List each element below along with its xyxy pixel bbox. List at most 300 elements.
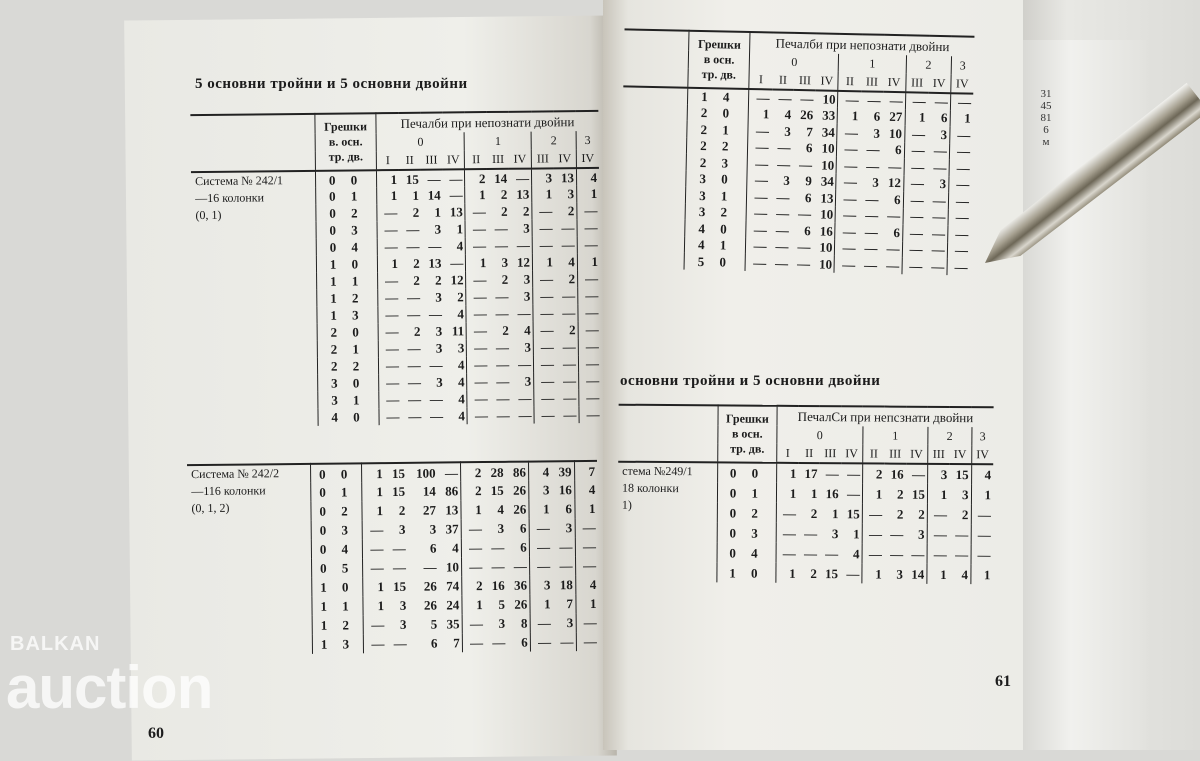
value-cell: —: [562, 356, 576, 372]
value-cell: —: [796, 255, 811, 272]
value-cell: —: [462, 633, 485, 652]
value-cell: 100: [416, 465, 436, 481]
value-cell: 6: [519, 520, 527, 536]
value-cell: 3: [872, 174, 880, 190]
system-label-line: Система № 242/1: [195, 173, 284, 189]
value-cell: 17: [804, 465, 818, 482]
value-cell: 1: [434, 204, 442, 220]
value-cell: —: [377, 221, 400, 238]
value-cell: 1: [529, 499, 552, 518]
value-cell: —: [559, 539, 573, 555]
value-cell: 10: [445, 559, 460, 575]
errors-cell: 2 3: [686, 154, 748, 172]
value-cell: —: [903, 175, 926, 192]
subcol-header: II: [778, 72, 788, 87]
value-cell: 15: [405, 171, 419, 187]
errors-cell: 1 2: [312, 615, 363, 635]
page-number-right: 61: [995, 673, 1011, 690]
errors-cell: 1 0: [312, 577, 363, 597]
value-cell: —: [534, 389, 557, 406]
value-cell: —: [465, 220, 488, 237]
value-cell: —: [902, 257, 925, 274]
errors-cell: 3 0: [686, 170, 748, 188]
subcol-header: I: [777, 444, 799, 463]
subcol-header: II: [838, 72, 861, 91]
value-cell: —: [797, 206, 812, 222]
value-cell: —: [955, 526, 969, 542]
value-cell: —: [746, 221, 769, 238]
subcol-header: I: [376, 151, 399, 170]
value-cell: —: [533, 287, 556, 304]
value-cell: —: [496, 356, 510, 372]
value-cell: 4: [576, 168, 599, 185]
value-cell: —: [562, 305, 576, 321]
value-cell: —: [947, 258, 970, 275]
value-cell: 2: [961, 506, 969, 522]
errors-cell: 3 1: [685, 187, 747, 205]
value-cell: —: [904, 125, 927, 142]
value-cell: —: [931, 225, 946, 241]
value-cell: —: [407, 357, 421, 373]
value-cell: —: [867, 92, 881, 108]
value-cell: —: [492, 634, 506, 650]
value-cell: —: [378, 357, 401, 374]
value-cell: 1: [862, 563, 884, 583]
value-cell: 4: [458, 374, 465, 390]
value-cell: —: [836, 173, 859, 190]
value-cell: —: [748, 138, 771, 155]
value-cell: —: [378, 306, 401, 323]
value-cell: —: [379, 374, 402, 391]
subcol-header: IV: [950, 74, 973, 93]
value-cell: 3: [399, 616, 407, 632]
value-cell: —: [577, 202, 600, 219]
subcol-header: IV: [953, 447, 967, 462]
value-cell: —: [798, 156, 813, 173]
value-cell: —: [533, 355, 556, 372]
value-cell: —: [579, 389, 602, 406]
value-cell: —: [837, 140, 860, 157]
value-cell: 5: [430, 616, 438, 632]
value-cell: —: [467, 322, 490, 339]
value-cell: —: [747, 171, 770, 188]
value-cell: —: [889, 93, 903, 109]
value-cell: 3: [529, 575, 552, 594]
value-cell: —: [406, 238, 420, 254]
value-cell: 2: [500, 186, 508, 202]
value-cell: —: [777, 156, 791, 172]
value-cell: —: [578, 355, 601, 372]
value-cell: 3: [498, 615, 506, 631]
value-cell: 11: [451, 323, 465, 339]
value-cell: —: [888, 158, 902, 174]
subcol-header: IV: [513, 151, 527, 166]
value-cell: —: [408, 391, 422, 407]
errors-cell: 1 3: [317, 306, 378, 324]
value-cell: —: [467, 390, 490, 407]
value-cell: 5: [498, 596, 505, 612]
value-cell: 3: [566, 615, 574, 631]
value-cell: 1: [465, 186, 488, 203]
subcol-header: IV: [971, 445, 993, 464]
value-cell: —: [429, 357, 443, 373]
errors-cell: 1 4: [687, 88, 749, 106]
value-cell: —: [467, 339, 490, 356]
value-cell: 2: [457, 289, 464, 305]
errors-cell: 4 0: [318, 408, 379, 426]
subcol-header: IV: [932, 75, 946, 91]
value-cell: 1: [927, 564, 949, 584]
value-cell: 1: [905, 109, 928, 126]
value-cell: 12: [887, 175, 902, 191]
value-cell: 3: [435, 340, 443, 356]
value-cell: 15: [393, 578, 407, 595]
value-cell: —: [927, 504, 949, 524]
value-cell: —: [450, 255, 464, 271]
value-cell: 15: [911, 486, 925, 502]
value-cell: 2: [461, 481, 484, 500]
value-cell: —: [932, 209, 946, 225]
errors-cell: 2 2: [686, 137, 748, 155]
value-cell: —: [902, 224, 925, 241]
errors-cell: 2 2: [317, 357, 378, 375]
value-cell: —: [903, 208, 926, 225]
value-cell: —: [948, 192, 971, 209]
value-cell: —: [578, 304, 601, 321]
value-cell: —: [518, 390, 532, 406]
value-cell: —: [931, 258, 945, 274]
group-header: 1: [863, 426, 928, 444]
value-cell: —: [562, 288, 576, 304]
value-cell: 16: [819, 223, 833, 239]
value-cell: —: [776, 543, 798, 563]
errors-cell: 0 4: [717, 542, 776, 562]
value-cell: —: [803, 545, 818, 561]
value-cell: 6: [893, 224, 901, 240]
value-cell: —: [530, 632, 553, 651]
value-cell: —: [407, 306, 421, 322]
value-cell: 2: [500, 203, 508, 219]
value-cell: 34: [820, 173, 835, 190]
value-cell: —: [971, 504, 993, 524]
value-cell: —: [378, 340, 401, 357]
errors-cell: 4 1: [684, 236, 746, 254]
value-cell: —: [578, 287, 601, 304]
errors-header-line: тр. дв.: [701, 66, 737, 82]
subcol-header: III: [865, 74, 879, 89]
value-cell: 13: [428, 255, 442, 271]
value-cell: —: [948, 209, 971, 226]
value-cell: —: [461, 557, 484, 576]
value-cell: 1: [927, 484, 949, 504]
value-cell: 14: [422, 483, 436, 499]
group-header: 2: [531, 131, 576, 149]
value-cell: 3: [565, 520, 573, 536]
system-label-line: 1): [621, 497, 632, 512]
value-cell: 2: [896, 506, 904, 522]
value-cell: —: [559, 558, 573, 574]
value-cell: 14: [427, 187, 441, 203]
wins-header: Печалби при непознати двойни: [376, 111, 599, 133]
value-cell: 10: [822, 91, 836, 108]
value-cell: 15: [825, 565, 839, 581]
label-header: [190, 114, 315, 172]
value-cell: —: [529, 518, 552, 537]
subcol-header: II: [863, 444, 885, 463]
value-cell: 4: [575, 575, 598, 594]
group-header: 1: [465, 132, 532, 151]
errors-header-line: Грешки: [725, 411, 769, 426]
value-cell: 1: [970, 564, 992, 584]
errors-cell: 0 2: [717, 502, 776, 522]
value-cell: —: [745, 254, 768, 271]
value-cell: 8: [520, 615, 528, 631]
subcol-header: IV: [446, 152, 460, 167]
system-label-line: (0, 1): [195, 207, 222, 223]
value-cell: —: [467, 407, 490, 424]
value-cell: —: [804, 525, 818, 541]
errors-cell: 1 1: [317, 272, 378, 290]
value-cell: 2: [568, 271, 576, 287]
value-cell: —: [563, 373, 577, 389]
value-cell: 3: [524, 373, 532, 389]
value-cell: 6: [940, 110, 948, 126]
subcol-header: IV: [558, 151, 572, 166]
value-cell: 26: [514, 596, 528, 612]
value-cell: —: [378, 289, 401, 306]
value-cell: —: [428, 306, 443, 322]
errors-cell: 1 0: [717, 562, 776, 582]
errors-header-line: в. осн.: [328, 134, 363, 149]
value-cell: 3: [523, 220, 530, 236]
errors-cell: 1 0: [316, 255, 377, 273]
value-cell: 15: [391, 465, 405, 481]
value-cell: —: [797, 239, 811, 255]
value-cell: —: [462, 614, 485, 633]
value-cell: —: [449, 187, 463, 203]
value-cell: 1: [362, 501, 385, 520]
value-cell: —: [578, 321, 601, 338]
value-cell: —: [777, 139, 791, 156]
errors-header: [718, 405, 777, 462]
value-cell: —: [533, 304, 556, 321]
errors-cell: 3 1: [318, 391, 379, 409]
value-cell: —: [561, 237, 575, 253]
value-cell: —: [393, 635, 407, 651]
value-cell: 2: [896, 486, 904, 502]
value-cell: 26: [513, 482, 527, 498]
value-cell: 74: [446, 578, 460, 594]
value-cell: 1: [853, 525, 860, 541]
system-label: [187, 464, 312, 655]
value-cell: 1: [461, 500, 484, 519]
value-cell: —: [866, 158, 880, 174]
value-cell: 35: [446, 616, 460, 632]
value-cell: 1: [831, 505, 839, 521]
value-cell: 10: [819, 239, 833, 256]
system-label-line: 18 колонки: [621, 480, 679, 496]
value-cell: 1: [776, 463, 798, 483]
value-cell: —: [947, 242, 970, 259]
value-cell: 4: [961, 566, 969, 582]
value-cell: 2: [398, 502, 406, 518]
value-cell: 27: [889, 109, 903, 125]
errors-cell: 0 3: [316, 221, 377, 239]
value-cell: 10: [820, 206, 834, 223]
value-cell: 3: [399, 597, 407, 613]
value-cell: 16: [491, 577, 505, 593]
system-label-line: Система № 242/2: [191, 466, 280, 482]
value-cell: 3: [784, 123, 792, 139]
value-cell: —: [444, 464, 459, 480]
value-cell: —: [465, 203, 488, 220]
value-cell: 2: [810, 565, 817, 581]
value-cell: 2: [435, 272, 442, 288]
subcol-header: III: [492, 151, 505, 166]
value-cell: 4: [784, 106, 792, 123]
value-cell: —: [866, 141, 880, 157]
value-cell: —: [911, 466, 926, 482]
value-cell: 4: [452, 540, 459, 556]
value-cell: —: [364, 634, 387, 653]
value-cell: 1: [971, 484, 993, 504]
table-system-249-1: [617, 404, 993, 585]
value-cell: 13: [445, 502, 459, 518]
value-cell: 33: [822, 107, 836, 124]
errors-cell: 0 0: [718, 462, 777, 482]
value-cell: —: [774, 255, 789, 271]
value-cell: —: [862, 543, 884, 563]
system-label-line: стема №249/1: [622, 463, 693, 479]
value-cell: 6: [430, 635, 438, 651]
value-cell: 1: [577, 253, 600, 270]
errors-cell: 5 0: [684, 253, 746, 271]
value-cell: 13: [820, 190, 834, 206]
value-cell: 86: [445, 483, 459, 499]
value-cell: 4: [528, 461, 551, 480]
value-cell: —: [461, 538, 484, 557]
value-cell: —: [834, 256, 857, 273]
value-cell: —: [949, 159, 972, 176]
value-cell: —: [494, 237, 508, 253]
value-cell: 6: [520, 539, 527, 555]
value-cell: 13: [560, 169, 575, 185]
value-cell: —: [579, 406, 602, 423]
value-cell: 2: [568, 322, 576, 338]
value-cell: —: [748, 122, 771, 139]
errors-cell: 0 2: [316, 204, 377, 222]
errors-header-line: Грешки: [697, 36, 742, 52]
value-cell: —: [577, 219, 600, 236]
value-cell: —: [392, 559, 406, 576]
value-cell: 4: [458, 408, 466, 424]
group-header: 3: [951, 56, 974, 74]
value-cell: 7: [574, 461, 597, 480]
value-cell: —: [575, 537, 598, 556]
value-cell: 10: [821, 157, 835, 173]
value-cell: 1: [575, 594, 598, 613]
errors-header-line: в осн.: [703, 52, 735, 67]
value-cell: —: [927, 544, 949, 564]
errors-cell: 3 2: [685, 203, 747, 221]
value-cell: —: [577, 236, 600, 253]
value-cell: 12: [450, 272, 464, 288]
value-cell: 3: [435, 323, 443, 339]
value-cell: 12: [516, 254, 531, 270]
errors-cell: 1 2: [317, 289, 378, 307]
value-cell: —: [846, 565, 860, 581]
value-cell: —: [532, 202, 555, 219]
errors-cell: 0 2: [311, 501, 362, 521]
label-header: [618, 405, 718, 463]
value-cell: 1: [412, 187, 420, 203]
errors-header-line: Грешки: [324, 119, 368, 134]
value-cell: 2: [460, 462, 483, 481]
group-header: 0: [376, 132, 465, 151]
value-cell: 6: [429, 540, 437, 556]
errors-cell: 0 3: [717, 522, 776, 542]
group-header: 3: [576, 131, 599, 149]
value-cell: —: [886, 257, 900, 273]
value-cell: —: [534, 372, 557, 389]
errors-cell: 0 4: [316, 238, 377, 256]
value-cell: —: [466, 305, 489, 322]
value-cell: 16: [558, 482, 572, 498]
value-cell: 15: [955, 467, 969, 483]
value-cell: —: [532, 236, 555, 253]
value-cell: 86: [512, 464, 526, 480]
value-cell: 1: [362, 482, 385, 501]
value-cell: —: [467, 373, 490, 390]
system-label-line: (0, 1, 2): [191, 500, 230, 516]
value-cell: 34: [821, 124, 836, 140]
value-cell: —: [847, 466, 861, 482]
value-cell: 6: [521, 634, 528, 650]
value-cell: 3: [497, 520, 505, 536]
subcol-header: IV: [910, 446, 923, 461]
value-cell: —: [495, 339, 510, 355]
value-cell: —: [932, 192, 946, 208]
value-cell: 39: [558, 463, 572, 479]
value-cell: 2: [522, 203, 530, 219]
value-cell: —: [428, 238, 442, 254]
value-cell: —: [905, 92, 928, 109]
value-cell: —: [746, 204, 769, 221]
value-cell: 3: [896, 566, 904, 582]
errors-cell: 0 3: [311, 520, 362, 540]
value-cell: 2: [502, 322, 509, 338]
value-cell: 3: [435, 289, 442, 305]
value-cell: 7: [806, 123, 813, 140]
system-label: [620, 86, 688, 269]
value-cell: —: [466, 271, 489, 288]
value-cell: 1: [363, 577, 386, 596]
value-cell: —: [518, 407, 532, 423]
group-header: 0: [777, 426, 863, 445]
value-cell: —: [825, 466, 839, 482]
value-cell: 4: [853, 545, 860, 561]
errors-cell: 2 0: [687, 104, 749, 122]
value-cell: 3: [567, 186, 575, 202]
group-header: 2: [906, 55, 952, 74]
errors-cell: 0 0: [310, 463, 361, 483]
value-cell: —: [529, 537, 552, 556]
value-cell: 4: [524, 322, 531, 338]
value-cell: 1: [377, 187, 400, 204]
value-cell: —: [561, 220, 575, 236]
system-label-line: —16 колонки: [195, 190, 265, 206]
value-cell: —: [835, 239, 858, 256]
